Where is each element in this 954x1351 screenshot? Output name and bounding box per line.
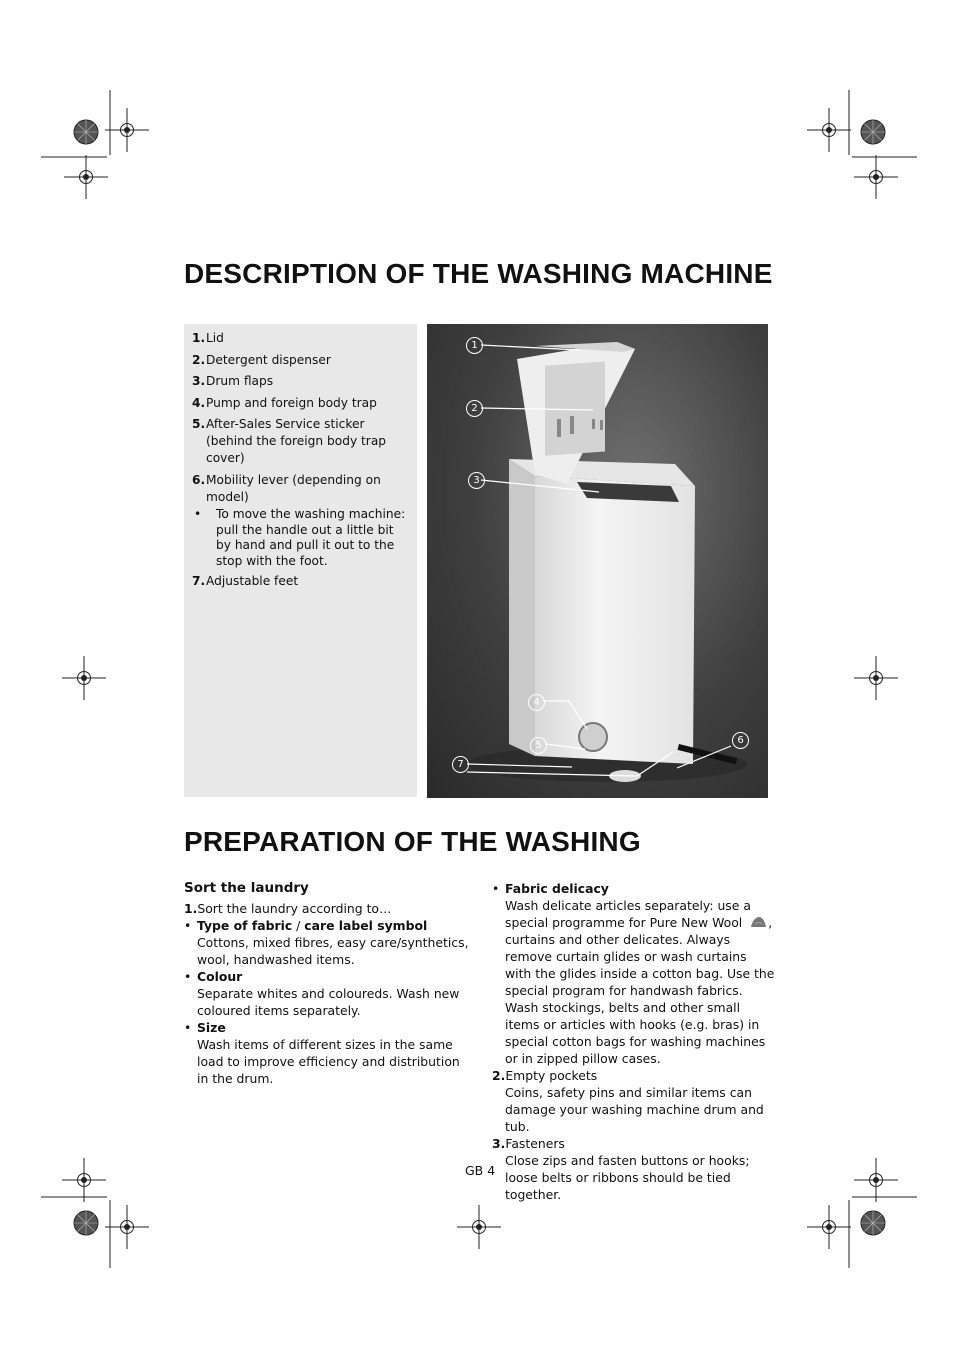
list-item: 7. Adjustable feet	[192, 574, 299, 588]
subheading-sort-laundry: Sort the laundry	[184, 880, 309, 896]
list-item: 2. Empty pockets	[492, 1068, 598, 1083]
callout-2: 2	[466, 400, 483, 417]
list-item: 2. Detergent dispenser	[192, 352, 331, 367]
page-number: GB 4	[465, 1163, 496, 1178]
callout-4: 4	[528, 694, 545, 711]
list-item: 1. Lid	[192, 331, 224, 345]
list-item: 3. Drum flaps	[192, 374, 274, 388]
callout-3: 3	[468, 472, 485, 489]
washing-machine-photo	[427, 324, 768, 798]
callout-1: 1	[466, 337, 483, 354]
parts-list	[184, 324, 417, 590]
left-column	[184, 880, 474, 1087]
section-title-preparation: PREPARATION OF THE WASHING	[184, 826, 641, 857]
list-item-text: Wash delicate articles separately: use a special programme for Pure New Wool , curtains and other delicates. Always remove curtain glides or wash curtains with the glides inside a cotton bag. Use the special program for handwash fabrics. Wash stockings, belts and other small items or articles with hooks (e.g. bras) in special cotton bags for washing machines or in zipped pillow cases.	[505, 898, 775, 1066]
section-title-description: DESCRIPTION OF THE WASHING MACHINE	[184, 258, 773, 289]
list-item-text: Close zips and fasten buttons or hooks; loose belts or ribbons should be tied together.	[505, 1153, 750, 1202]
list-item: • Fabric delicacy	[492, 881, 609, 896]
washing-machine-illustration	[427, 324, 768, 798]
list-item-text: Wash items of different sizes in the same load to improve efficiency and distribution in the drum.	[197, 1037, 460, 1086]
callout-6: 6	[732, 732, 749, 749]
list-item: 3. Fasteners	[492, 1136, 565, 1151]
list-item: 4. Pump and foreign body trap	[192, 395, 377, 410]
list-item-text: Cottons, mixed fibres, easy care/synthetics, wool, handwashed items.	[197, 935, 469, 967]
list-item-text: Separate whites and coloureds. Wash new coloured items separately.	[197, 986, 460, 1018]
list-item: • Type of fabric / care label symbol	[184, 918, 428, 933]
list-item: 1. Sort the laundry according to…	[184, 901, 392, 916]
list-item: 5. After-Sales Service sticker (behind the foreign body trap cover)	[192, 417, 387, 465]
list-item: 6. Mobility lever (depending on model)	[192, 472, 381, 504]
right-column	[492, 880, 776, 1203]
parts-list-panel	[184, 324, 417, 797]
callout-7: 7	[452, 756, 469, 773]
list-item: • Colour	[184, 969, 243, 984]
wool-symbol-icon	[750, 916, 767, 928]
list-item-text: Coins, safety pins and similar items can damage your washing machine drum and tub.	[505, 1085, 764, 1134]
list-subitem: • To move the washing machine: pull the handle out a little bit by hand and pull it out to the stop with the foot.	[194, 507, 406, 568]
callout-5: 5	[530, 737, 547, 754]
list-item: • Size	[184, 1020, 226, 1035]
